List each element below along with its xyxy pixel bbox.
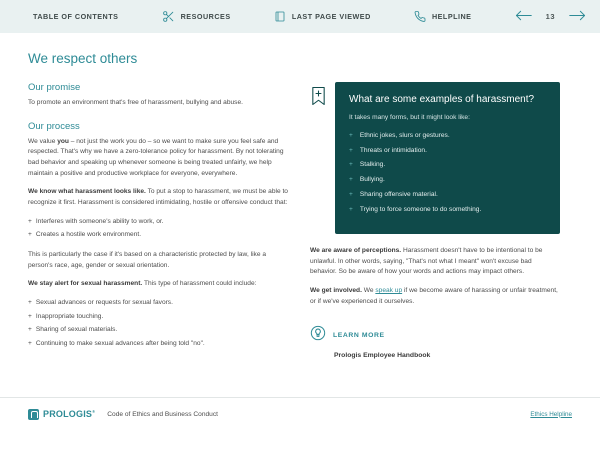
toc-label: TABLE OF CONTENTS <box>33 12 119 21</box>
sexual-harassment-rest: This type of harassment could include: <box>142 280 257 288</box>
plus-bullet-icon: + <box>349 131 353 139</box>
harassment-examples-callout <box>335 82 560 234</box>
learn-more-label: LEARN MORE <box>333 332 385 340</box>
callout-list <box>349 131 546 215</box>
plus-bullet-icon: + <box>28 312 32 320</box>
ethics-helpline-link[interactable]: Ethics Helpline <box>530 410 572 418</box>
page-title: We respect others <box>28 51 138 66</box>
perceptions-rest: Harassment doesn't have to be intentional to be unlawful. In other words, saying, "That's not what I meant" won't excuse bad behavior. So be aware of how your words and actions may impact others. <box>310 247 543 276</box>
list-item <box>28 230 292 241</box>
plus-bullet-icon: + <box>28 217 32 225</box>
sexual-harassment-paragraph <box>28 279 292 290</box>
plus-bullet-icon: + <box>28 231 32 239</box>
plus-bullet-icon: + <box>349 191 353 199</box>
list-item <box>28 339 292 350</box>
list-item-text: Inappropriate touching. <box>35 312 104 320</box>
list-item-text: Continuing to make sexual advances after being told "no". <box>35 340 205 348</box>
plus-bullet-icon: + <box>349 176 353 184</box>
perceptions-lead: We are aware of perceptions. <box>310 247 402 255</box>
plus-bullet-icon: + <box>28 299 32 307</box>
left-column <box>28 82 292 359</box>
page-number: 13 <box>545 12 555 21</box>
list-item-text: Sexual advances or requests for sexual favors. <box>35 299 173 307</box>
document-page <box>0 33 600 430</box>
get-involved-mid: We <box>361 287 376 295</box>
harassment-definition-rest: To put a stop to harassment, we must be able to recognize it first. Harassment is considered intimidating, hostile or offensive conduct that: <box>28 188 288 207</box>
intro-bold: you <box>57 137 69 145</box>
list-item <box>28 217 292 228</box>
list-item-text: Interferes with someone's ability to work, or. <box>35 217 164 225</box>
list-item <box>349 131 546 141</box>
protected-characteristics-paragraph: This is particularly the case if it's based on a characteristic protected by law, like a person's race, age, gender or sexual orientation. <box>28 251 267 269</box>
callout-intro: It takes many forms, but it might look like: <box>349 114 470 121</box>
speak-up-link[interactable]: speak up <box>375 287 403 295</box>
list-item <box>28 312 292 323</box>
right-column <box>310 82 560 359</box>
list-item <box>349 205 546 215</box>
list-item-text: Sharing offensive material. <box>359 191 438 199</box>
list-item-text: Threats or intimidation. <box>359 146 427 154</box>
book-icon <box>274 10 286 23</box>
helpline-button[interactable] <box>414 10 472 23</box>
pagination <box>515 10 586 23</box>
toc-button[interactable] <box>14 12 118 22</box>
footer-document-title: Code of Ethics and Business Conduct <box>107 410 218 418</box>
learn-more-row[interactable] <box>310 325 560 346</box>
sexual-harassment-list <box>28 298 292 350</box>
plus-bullet-icon: + <box>28 340 32 348</box>
list-item-text: Ethnic jokes, slurs or gestures. <box>359 131 450 139</box>
phone-icon <box>414 10 426 23</box>
resources-button[interactable] <box>162 10 231 23</box>
list-item-text: Trying to force someone to do something. <box>359 206 482 214</box>
hamburger-icon <box>14 12 27 22</box>
scissors-icon <box>162 10 175 23</box>
bookmark-icon <box>310 86 327 111</box>
get-involved-rest: if we become aware of harassing or unfair treatment, or if we've experienced it ourselves. <box>310 287 558 305</box>
get-involved-paragraph <box>310 286 560 307</box>
logo-word: PROLOGIS <box>43 409 93 419</box>
lightbulb-icon <box>310 325 326 346</box>
list-item <box>28 298 292 309</box>
list-item-text: Creates a hostile work environment. <box>35 231 142 239</box>
our-promise-body: To promote an environment that's free of harassment, bullying and abuse. <box>28 99 243 106</box>
list-item-text: Stalking. <box>359 161 386 169</box>
resources-label: RESOURCES <box>180 12 231 21</box>
get-involved-lead: We get involved. <box>310 287 362 295</box>
list-item-text: Bullying. <box>359 176 385 184</box>
next-page-arrow-icon[interactable] <box>569 10 586 23</box>
list-item <box>349 160 546 170</box>
intro-part-b: – not just the work you do – so we want to make sure you feel safe and respected. That's why we have a zero-tolerance policy for harassment. By not tolerating bad behavior and speaking up whenever someone is being treated unfairly, we help maintain a positive and productive workplace for everyone, everywhere. <box>28 137 284 177</box>
our-promise-heading: Our promise <box>28 82 81 93</box>
prologis-logo <box>28 409 95 420</box>
list-item <box>349 190 546 200</box>
callout-heading: What are some examples of harassment? <box>349 94 535 105</box>
sexual-harassment-lead: We stay alert for sexual harassment. <box>28 280 143 288</box>
callout-block <box>310 82 560 234</box>
harassment-definition-paragraph <box>28 187 292 208</box>
perceptions-paragraph <box>310 246 560 278</box>
prologis-logo-text <box>43 409 95 419</box>
list-item <box>349 146 546 156</box>
plus-bullet-icon: + <box>349 161 353 169</box>
plus-bullet-icon: + <box>28 326 32 334</box>
two-column-layout <box>28 82 572 359</box>
page-footer <box>0 397 600 430</box>
harassment-conduct-list <box>28 217 292 241</box>
our-process-heading: Our process <box>28 120 80 132</box>
last-page-viewed-button[interactable] <box>274 10 371 23</box>
helpline-label: HELPLINE <box>431 12 472 21</box>
prologis-logo-mark-icon <box>28 409 39 420</box>
top-toolbar <box>0 0 600 33</box>
harassment-definition-lead: We know what harassment looks like. <box>28 188 146 196</box>
our-process-intro <box>28 137 292 180</box>
prev-page-arrow-icon[interactable] <box>515 10 532 23</box>
handbook-label[interactable]: Prologis Employee Handbook <box>334 352 431 360</box>
plus-bullet-icon: + <box>349 146 353 154</box>
intro-part-a: We value <box>28 137 58 145</box>
plus-bullet-icon: + <box>349 206 353 214</box>
list-item <box>28 325 292 336</box>
last-page-viewed-label: LAST PAGE VIEWED <box>291 12 371 21</box>
list-item <box>349 175 546 185</box>
logo-registered-mark: ® <box>92 409 96 414</box>
list-item-text: Sharing of sexual materials. <box>35 326 118 334</box>
